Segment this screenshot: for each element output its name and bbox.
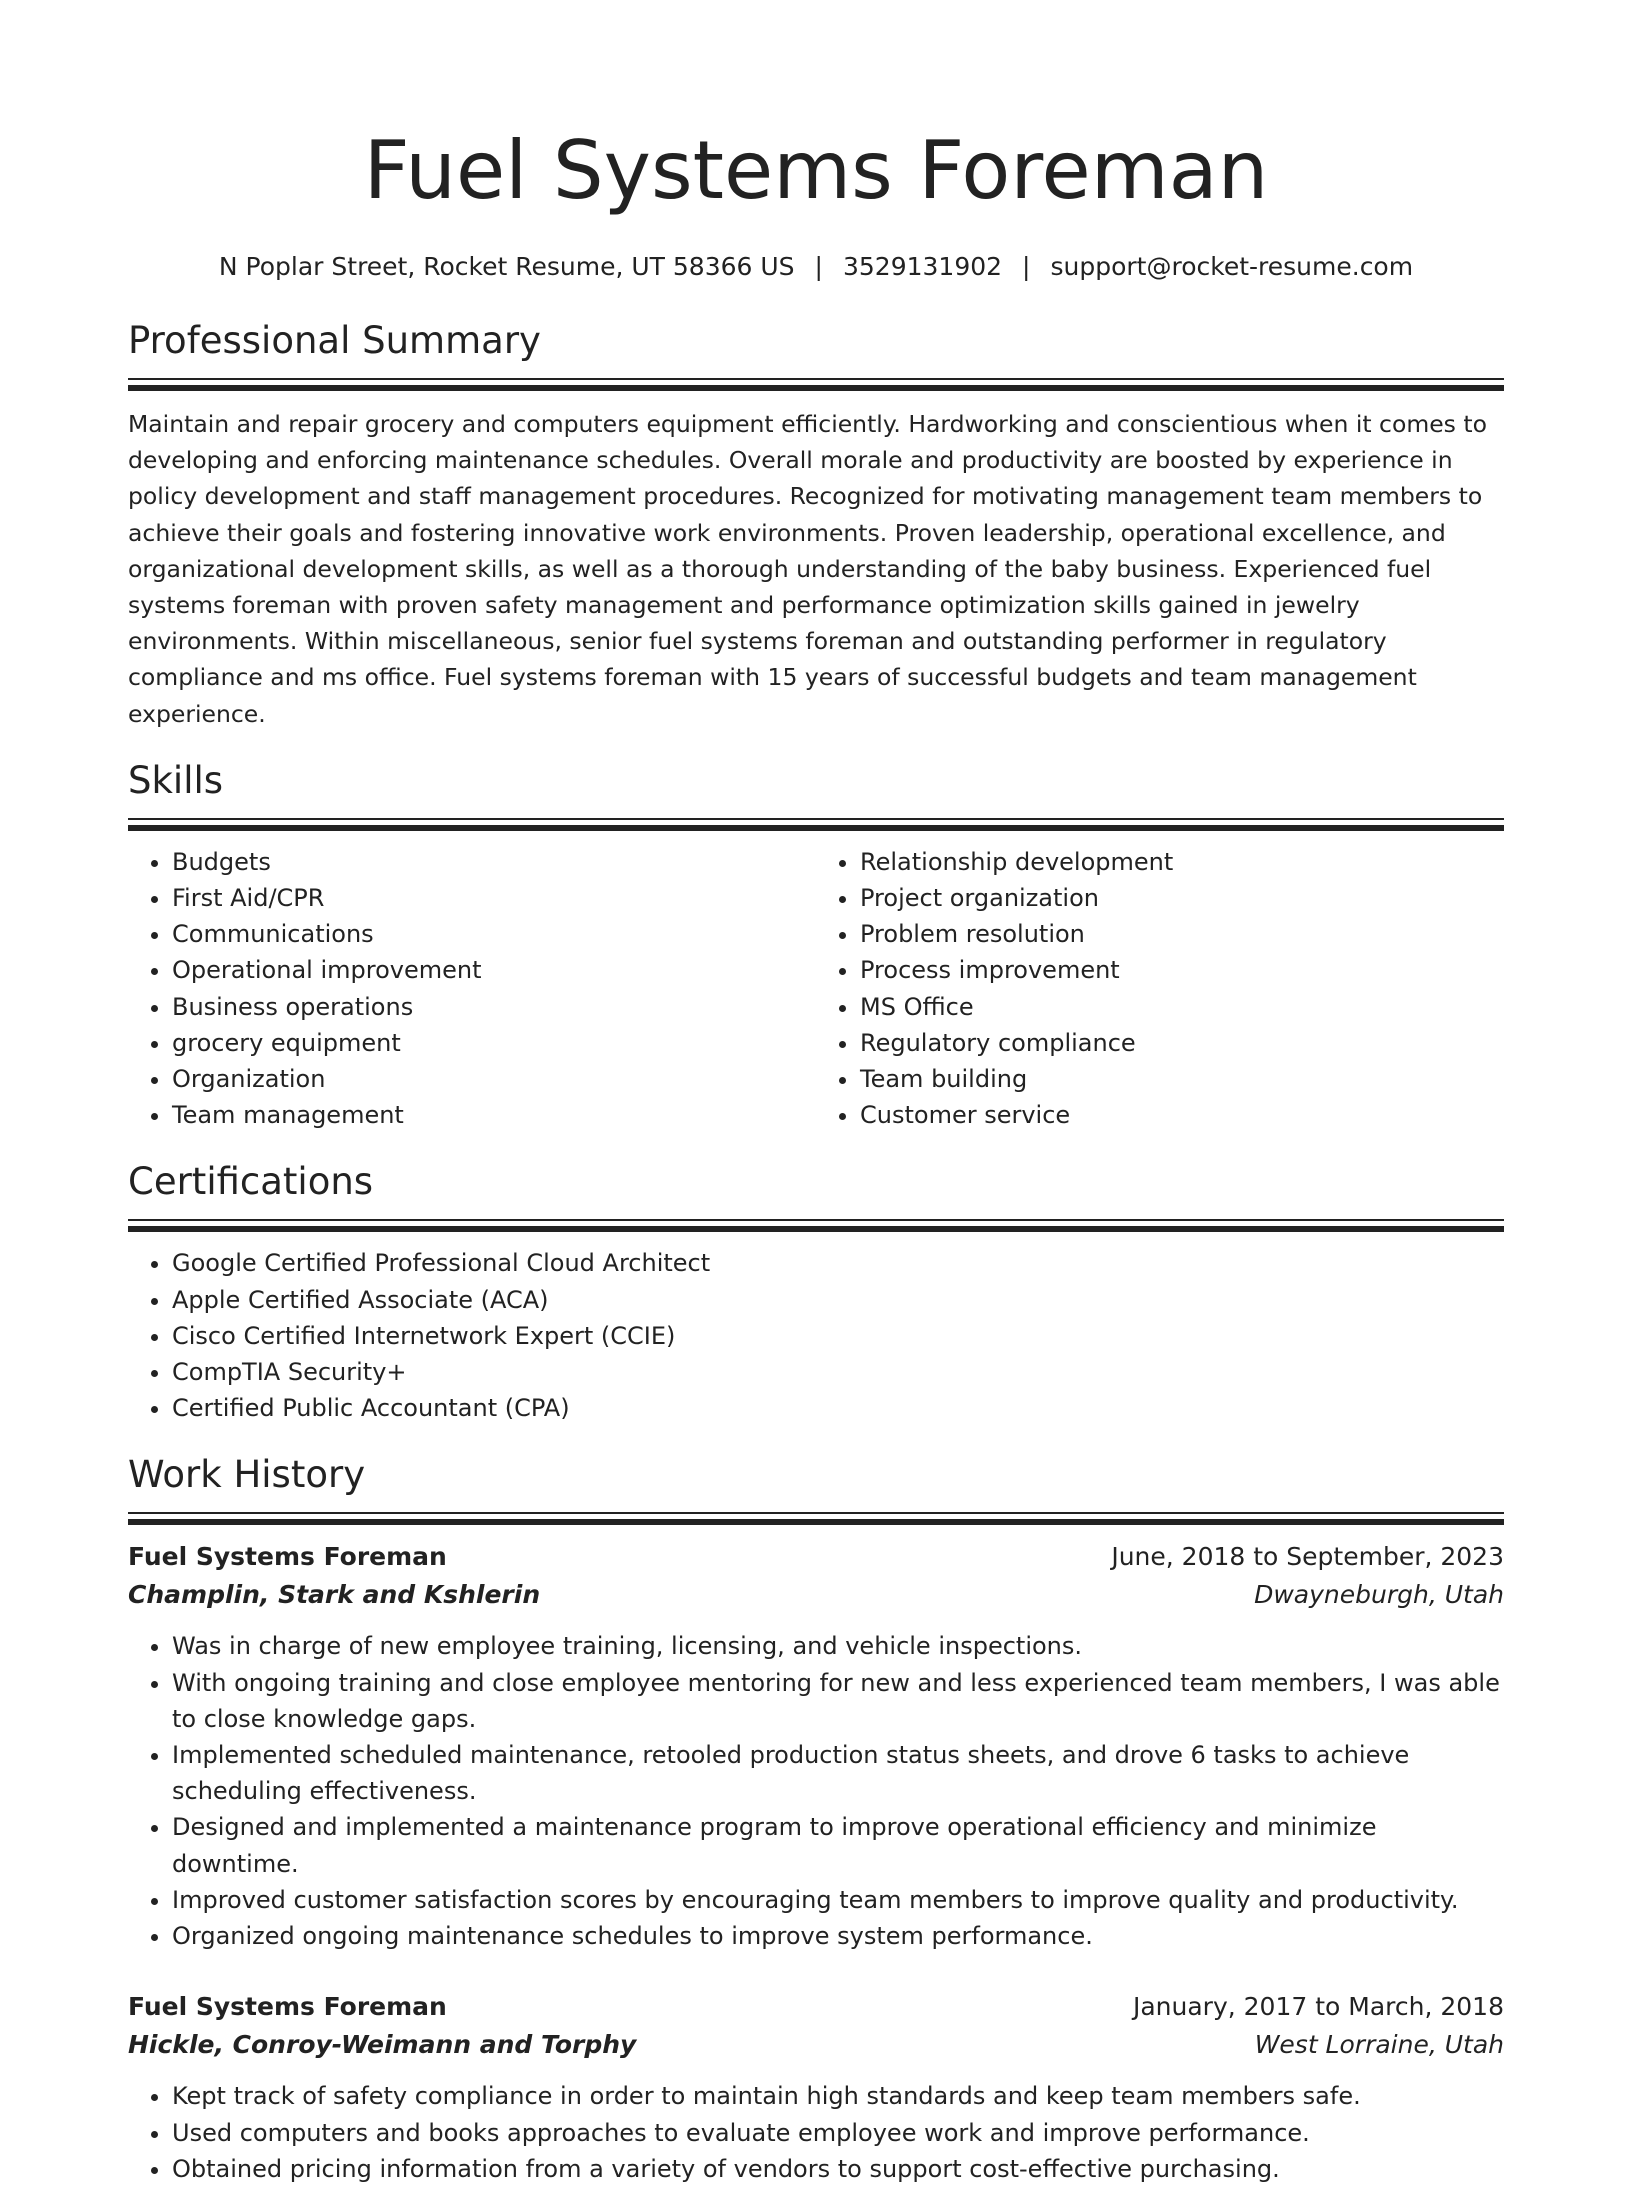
skills-list-right	[816, 844, 1504, 1134]
certifications-heading: Certifications	[128, 1160, 374, 1204]
section-divider	[128, 378, 1504, 388]
skill-item: • grocery equipment	[172, 1025, 816, 1061]
job-title: Fuel Systems Foreman	[128, 1992, 447, 2022]
job-bullet: • Kept track of safety compliance in order to maintain high standards and keep team members safe.	[172, 2078, 1504, 2114]
job-entry	[128, 1988, 1504, 2187]
skill-item: • Business operations	[172, 989, 816, 1025]
section-divider	[128, 1512, 1504, 1522]
work-history-section	[128, 1452, 1504, 2186]
certification-item: • Cisco Certified Internetwork Expert (CCIE)	[172, 1318, 1504, 1354]
certification-item: • Google Certified Professional Cloud Architect	[172, 1245, 1504, 1281]
job-bullets	[128, 2078, 1504, 2187]
certification-item: • Apple Certified Associate (ACA)	[172, 1282, 1504, 1318]
job-title: Fuel Systems Foreman	[128, 1542, 447, 1572]
certifications-section	[128, 1159, 1504, 1426]
job-location: Dwayneburgh, Utah	[1254, 1580, 1504, 1610]
summary-heading: Professional Summary	[128, 319, 541, 362]
section-divider	[128, 1219, 1504, 1229]
job-dates: January, 2017 to March, 2018	[1132, 1992, 1504, 2022]
certification-item: • CompTIA Security+	[172, 1354, 1504, 1390]
skills-heading: Skills	[128, 758, 224, 802]
skill-item: • First Aid/CPR	[172, 880, 816, 916]
certifications-list	[128, 1245, 1504, 1426]
skills-grid	[128, 844, 1504, 1134]
job-bullet: • Improved customer satisfaction scores by encouraging team members to improve quality and productivity.	[172, 1882, 1504, 1918]
job-bullet: • Designed and implemented a maintenance program to improve operational efficiency and minimize downtime.	[172, 1809, 1504, 1881]
skill-item: • Operational improvement	[172, 952, 816, 988]
skill-item: • Team building	[860, 1061, 1504, 1097]
skill-item: • Team management	[172, 1097, 816, 1133]
job-location: West Lorraine, Utah	[1254, 2030, 1504, 2060]
skill-item: • Organization	[172, 1061, 816, 1097]
job-header-row	[128, 1988, 1504, 2026]
skill-item: • Problem resolution	[860, 916, 1504, 952]
contact-phone: 3529131902	[842, 252, 1003, 281]
contact-line	[128, 250, 1504, 284]
job-entry	[128, 1538, 1504, 1954]
skill-item: • Customer service	[860, 1097, 1504, 1133]
skill-item: • Regulatory compliance	[860, 1025, 1504, 1061]
job-dates: June, 2018 to September, 2023	[1111, 1542, 1504, 1572]
job-bullet: • Was in charge of new employee training, licensing, and vehicle inspections.	[172, 1628, 1504, 1664]
summary-text: Maintain and repair grocery and computers equipment efficiently. Hardworking and conscientious when it comes to developing and enforcing maintenance schedules. Overall morale and productivity are boosted by experience in policy development and staff management procedures. Recognized for motivating management team members to achieve their goals and fostering innovative work environments. Proven leadership, operational excellence, and organizational development skills, as well as a thorough understanding of the baby business. Experienced fuel systems foreman with proven safety management and performance optimization skills gained in jewelry environments. Within miscellaneous, senior fuel systems foreman and outstanding performer in regulatory compliance and ms office. Fuel systems foreman with 15 years of successful budgets and team management experience.	[128, 410, 1487, 728]
job-company-row	[128, 1576, 1504, 1614]
job-bullets	[128, 1628, 1504, 1954]
job-company: Hickle, Conroy-Weimann and Torphy	[128, 2030, 637, 2060]
contact-address: N Poplar Street, Rocket Resume, UT 58366 US	[218, 252, 795, 281]
job-header-row	[128, 1538, 1504, 1576]
skills-section	[128, 758, 1504, 1134]
contact-separator: |	[814, 252, 823, 281]
contact-separator: |	[1022, 252, 1031, 281]
summary-section	[128, 318, 1504, 732]
skill-item: • Communications	[172, 916, 816, 952]
section-divider	[128, 818, 1504, 828]
job-bullet: • Used computers and books approaches to evaluate employee work and improve performance.	[172, 2115, 1504, 2151]
job-bullet: • With ongoing training and close employee mentoring for new and less experienced team members, I was able to close knowledge gaps.	[172, 1665, 1504, 1737]
contact-email: support@rocket-resume.com	[1050, 252, 1414, 281]
job-bullet: • Obtained pricing information from a variety of vendors to support cost-effective purchasing.	[172, 2151, 1504, 2187]
skill-item: • MS Office	[860, 989, 1504, 1025]
job-bullet: • Implemented scheduled maintenance, retooled production status sheets, and drove 6 tasks to achieve scheduling effectiveness.	[172, 1737, 1504, 1809]
skill-item: • Process improvement	[860, 952, 1504, 988]
skill-item: • Relationship development	[860, 844, 1504, 880]
certification-item: • Certified Public Accountant (CPA)	[172, 1390, 1504, 1426]
job-company: Champlin, Stark and Kshlerin	[128, 1580, 541, 1610]
resume-name: Fuel Systems Foreman	[363, 124, 1269, 217]
work-history-heading: Work History	[128, 1453, 366, 1497]
skills-list-left	[128, 844, 816, 1134]
skill-item: • Budgets	[172, 844, 816, 880]
job-company-row	[128, 2026, 1504, 2064]
job-bullet: • Organized ongoing maintenance schedules to improve system performance.	[172, 1918, 1504, 1954]
skill-item: • Project organization	[860, 880, 1504, 916]
